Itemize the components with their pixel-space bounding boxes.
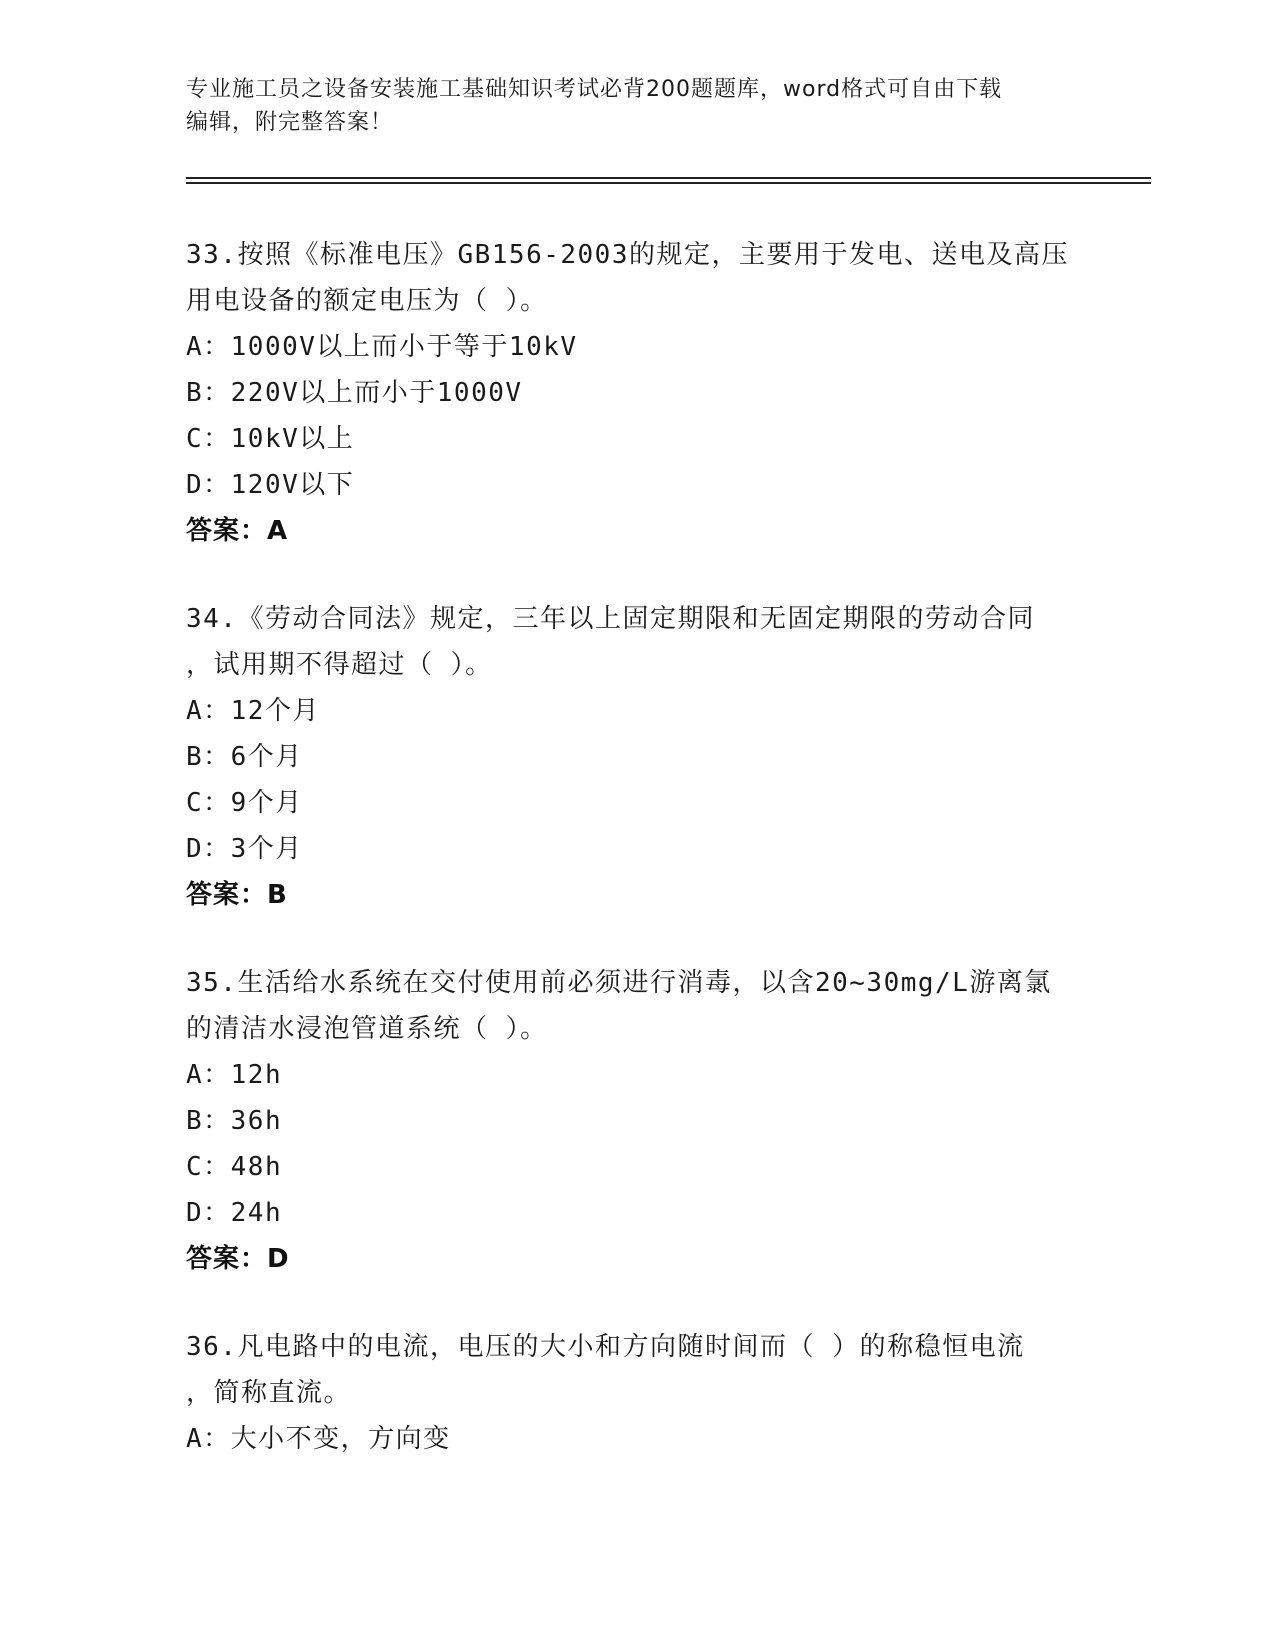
option-d: D：120V以下	[186, 470, 355, 500]
header-divider-bottom	[186, 182, 1151, 184]
header-text-line-1: 专业施工员之设备安装施工基础知识考试必背200题题库，word格式可自由下载	[186, 77, 1003, 102]
question-36	[186, 1324, 1086, 1462]
question-stem-line: 36.凡电路中的电流，电压的大小和方向随时间而（ ）的称稳恒电流	[186, 1332, 1025, 1362]
answer-label: 答案：D	[186, 1244, 290, 1274]
question-stem-line: 34.《劳动合同法》规定，三年以上固定期限和无固定期限的劳动合同	[186, 604, 1035, 634]
answer-label: 答案：B	[186, 880, 288, 910]
question-34	[186, 596, 1086, 918]
option-a: A：12h	[186, 1060, 283, 1090]
header-text-line-2: 编辑，附完整答案！	[186, 110, 394, 135]
option-c: C：48h	[186, 1152, 283, 1182]
option-c: C：10kV以上	[186, 424, 355, 454]
option-d: D：3个月	[186, 834, 303, 864]
question-stem-line: 35.生活给水系统在交付使用前必须进行消毒，以含20~30mg/L游离氯	[186, 968, 1052, 998]
option-a: A：大小不变，方向变	[186, 1424, 451, 1454]
option-c: C：9个月	[186, 788, 303, 818]
question-stem-line: ，试用期不得超过（ ）。	[186, 650, 493, 680]
answer-label: 答案：A	[186, 516, 289, 546]
option-b: B：36h	[186, 1106, 283, 1136]
question-stem-line: 的清洁水浸泡管道系统（ ）。	[186, 1014, 548, 1044]
option-d: D：24h	[186, 1198, 283, 1228]
header-divider-top	[186, 177, 1151, 179]
option-b: B：220V以上而小于1000V	[186, 378, 523, 408]
question-35	[186, 960, 1086, 1282]
question-stem-line: ，简称直流。	[186, 1378, 352, 1408]
option-a: A：12个月	[186, 696, 320, 726]
option-b: B：6个月	[186, 742, 303, 772]
option-a: A：1000V以上而小于等于10kV	[186, 332, 578, 362]
question-stem-line: 33.按照《标准电压》GB156-2003的规定，主要用于发电、送电及高压	[186, 240, 1069, 270]
question-33	[186, 232, 1086, 554]
question-stem-line: 用电设备的额定电压为（ ）。	[186, 286, 548, 316]
